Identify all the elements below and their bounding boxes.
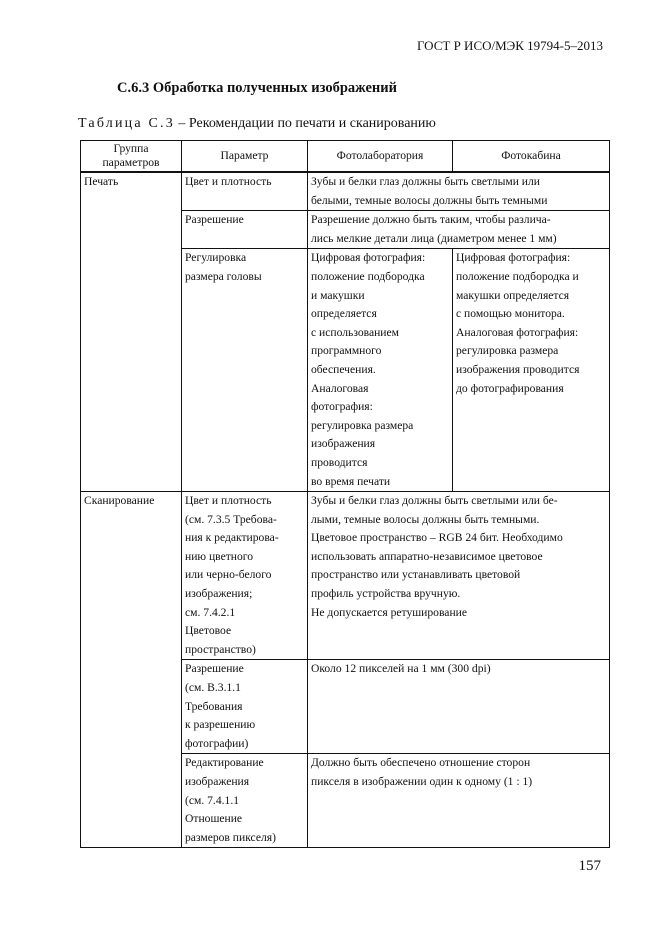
text-line: использовать аппаратно-независимое цветовое [311,549,543,563]
text-line: Отношение [185,812,243,826]
text-line: регулировка размера [311,418,414,432]
group-scan-label: Сканирование [84,494,155,508]
text-line: изображения; [185,587,253,601]
text-line: Разрешение должно быть таким, чтобы различа- [311,213,551,227]
header-photolab: Фотолаборатория [308,141,453,173]
text-line: до фотографирования [456,381,564,395]
text-line: Около 12 пикселей на 1 мм (300 dpi) [311,662,491,676]
text-line: проводится [311,455,368,469]
param-cell [182,211,308,249]
text-line: изображения [311,437,376,451]
text-line: регулировка размера [456,344,559,358]
param-cell [182,172,308,211]
param-cell [182,754,308,848]
table-caption [78,116,436,132]
text-line: Цифровая фотография: [456,251,571,265]
text-line: Аналоговая [311,381,369,395]
text-line: лыми, темные волосы должны быть темными. [311,512,540,526]
section-title: С.6.3 Обработка полученных изображений [117,80,397,96]
page-number: 157 [578,858,601,874]
text-line: см. 7.4.2.1 [185,605,236,619]
text-line: с использованием [311,325,399,339]
param-cell [182,249,308,492]
photolab-cell [308,249,453,492]
text-line: нию цветного [185,549,254,563]
value-cell [308,660,610,754]
table-caption-label: Таблица С.3 [78,116,175,131]
group-scan-cell [81,492,182,848]
text-line: Регулировка [185,251,247,265]
text-line: Цветовое [185,624,232,638]
value-cell [308,754,610,848]
text-line: изображения [185,775,250,788]
text-line: Аналоговая фотография: [456,325,579,339]
param-label: Разрешение [185,213,244,227]
text-line: Зубы и белки глаз должны быть светлыми или бе- [311,494,558,508]
text-line: во время печати [311,474,391,488]
text-line: профиль устройства вручную. [311,587,461,601]
text-line: программного [311,344,382,358]
recommendations-table [80,140,610,848]
value-cell [308,492,610,660]
text-line: Должно быть обеспечено отношение сторон [311,756,531,770]
text-line: Редактирование [185,756,264,770]
param-cell [182,492,308,660]
text-line: лись мелкие детали лица (диаметром менее 1 мм) [311,231,557,245]
text-line: фотографии) [185,736,249,750]
text-line: (см. 7.3.5 Требова- [185,512,277,526]
text-line: размеров пикселя) [185,830,276,844]
text-line: размера головы [185,269,262,283]
text-line: ния к редактирова- [185,531,279,545]
table-row [81,172,610,211]
text-line: определяется [311,307,377,321]
text-line: (см. 7.4.1.1 [185,793,240,807]
value-cell [308,172,610,211]
param-cell [182,660,308,754]
group-print-cell [81,172,182,492]
group-print-label: Печать [84,175,119,188]
text-line: фотография: [311,400,373,414]
header-group: Группа параметров [81,141,182,173]
text-line: изображения проводится [456,362,580,376]
text-line: Цветовое пространство – RGB 24 бит. Необходимо [311,531,563,545]
text-line: и макушки [311,288,365,302]
text-line: Цифровая фотография: [311,251,426,265]
table-caption-text: – Рекомендации по печати и сканированию [174,116,436,131]
document-header: ГОСТ Р ИСО/МЭК 19794-5–2013 [416,38,603,53]
text-line: обеспечения. [311,362,376,376]
text-line: Цвет и плотность [185,494,272,508]
text-line: (см. В.3.1.1 [185,681,241,695]
text-line: пространство или устанавливать цветовой [311,568,521,582]
text-line: Разрешение [185,662,244,676]
value-cell [308,211,610,249]
text-line: Зубы и белки глаз должны быть светлыми или [311,175,540,188]
table-header-row [81,141,610,173]
text-line: пространство) [185,642,256,656]
header-parameter: Параметр [182,141,308,173]
header-photobooth: Фотокабина [453,141,610,173]
photobooth-cell [453,249,610,492]
text-line: Требования [185,699,243,713]
param-label: Цвет и плотность [185,175,272,188]
text-line: положение подбородка [311,269,425,283]
table-row [81,492,610,660]
text-line: пикселя в изображении один к одному (1 : 1) [311,775,533,788]
text-line: или черно-белого [185,568,272,582]
text-line: белыми, темные волосы должны быть темными [311,193,548,207]
text-line: Не допускается ретуширование [311,605,467,619]
text-line: к разрешению [185,718,256,732]
text-line: положение подбородка и [456,269,579,283]
text-line: макушки определяется [456,288,570,302]
text-line: с помощью монитора. [456,307,565,321]
